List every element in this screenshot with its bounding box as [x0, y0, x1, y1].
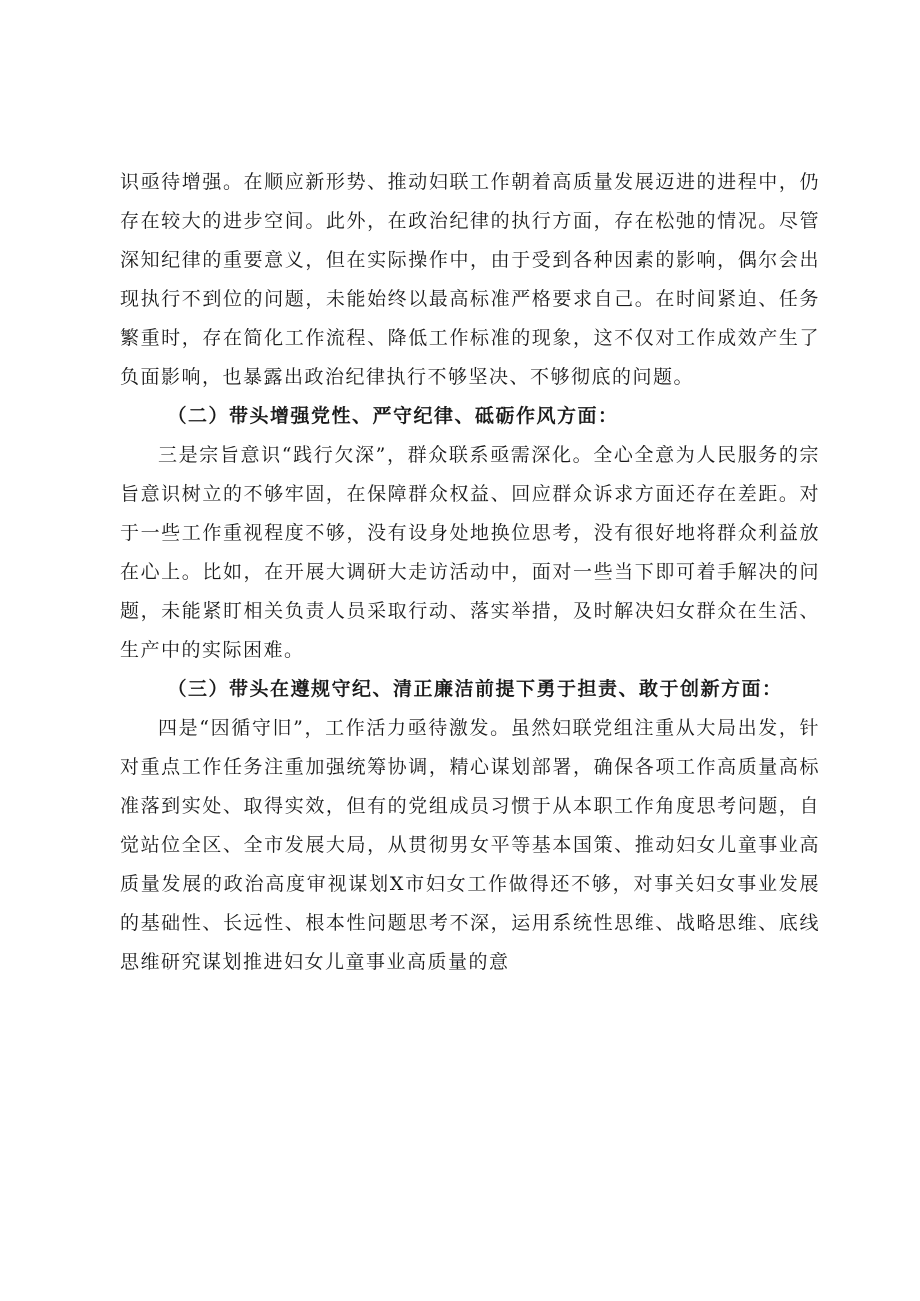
paragraph-continuation: 识亟待增强。在顺应新形势、推动妇联工作朝着高质量发展迈进的进程中，仍存在较大的进步空间。此外，在政治纪律的执行方面，存在松弛的情况。尽管深知纪律的重要意义，但在实际操作中，由于受到各种因素的影响，偶尔会出现执行不到位的问题，未能始终以最高标准严格要求自己。在时间紧迫、任务繁重时，存在简化工作流程、降低工作标准的现象，这不仅对工作成效产生了负面影响，也暴露出政治纪律执行不够坚决、不够彻底的问题。	[120, 171, 820, 388]
document-body	[120, 163, 820, 982]
section-heading-2: （二）带头增强党性、严守纪律、砥砺作风方面：	[167, 405, 619, 427]
section-heading-3: （三）带头在遵规守纪、清正廉洁前提下勇于担责、敢于创新方面：	[167, 678, 783, 700]
paragraph-point-4: 四是“因循守旧”，工作活力亟待激发。虽然妇联党组注重从大局出发，针对重点工作任务注重加强统筹协调，精心谋划部署，确保各项工作高质量高标准落到实处、取得实效，但有的党组成员习惯于从本职工作角度思考问题，自觉站位全区、全市发展大局，从贯彻男女平等基本国策、推动妇女儿童事业高质量发展的政治高度审视谋划X市妇女工作做得还不够，对事关妇女事业发展的基础性、长远性、根本性问题思考不深，运用系统性思维、战略思维、底线思维研究谋划推进妇女儿童事业高质量的意	[120, 717, 820, 973]
paragraph-point-3: 三是宗旨意识“践行欠深”，群众联系亟需深化。全心全意为人民服务的宗旨意识树立的不够牢固，在保障群众权益、回应群众诉求方面还存在差距。对于一些工作重视程度不够，没有设身处地换位思考，没有很好地将群众利益放在心上。比如，在开展大调研大走访活动中，面对一些当下即可着手解决的问题，未能紧盯相关负责人员采取行动、落实举措，及时解决妇女群众在生活、生产中的实际困难。	[120, 444, 820, 661]
